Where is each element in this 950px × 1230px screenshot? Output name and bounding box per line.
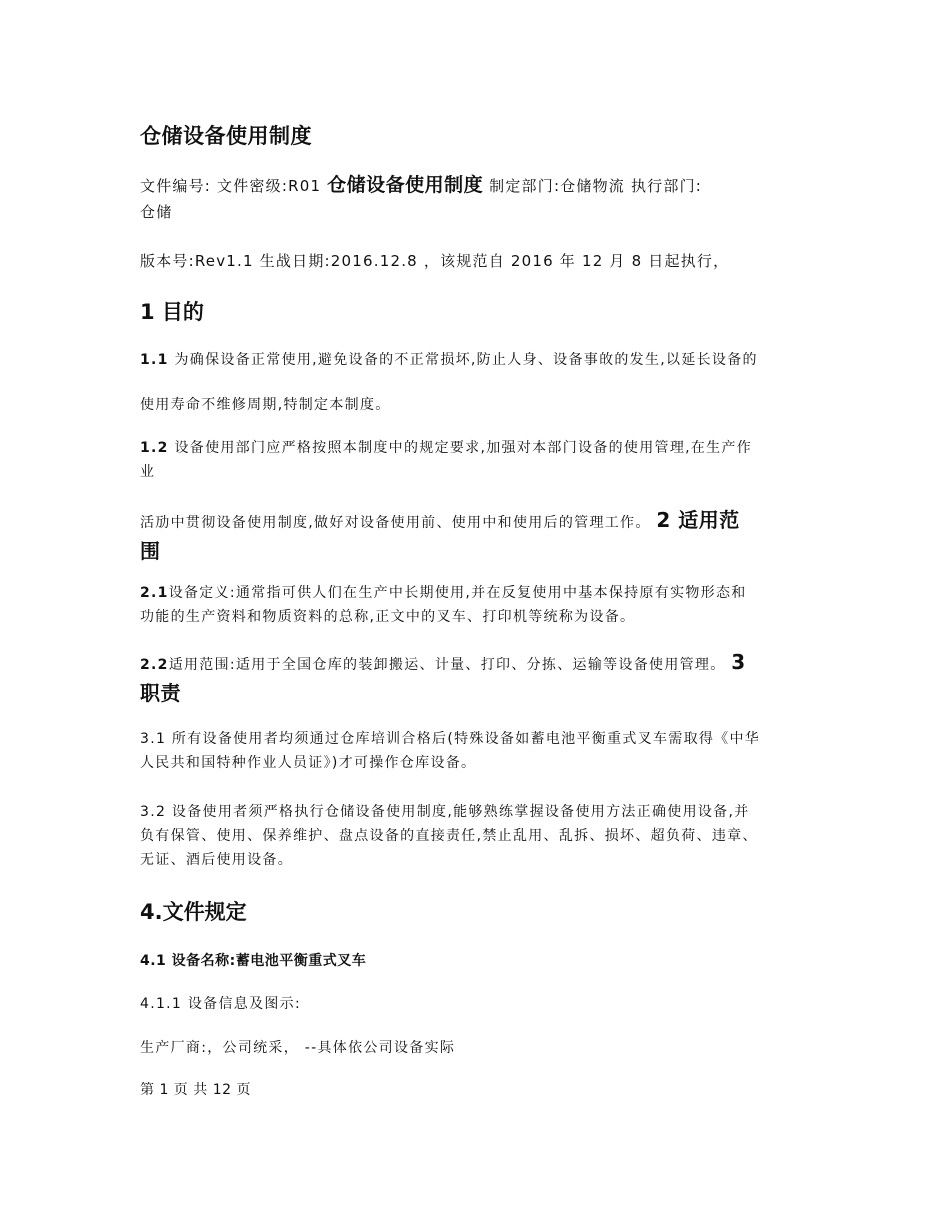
meta-file-info: 文件编号: 文件密级:R01: [140, 177, 322, 195]
section-2-heading-cont: 围: [140, 539, 161, 563]
paragraph-number: 2.2: [140, 657, 169, 673]
section-2-heading: 2 适用范: [656, 508, 740, 532]
paragraph-text: 设备定义:通常指可供人们在生产中长期使用,并在反复使用中基本保持原有实物形态和: [168, 585, 747, 601]
paragraph-text-cont: 人民共和国特种作业人员证》)才可操作仓库设备。: [140, 755, 477, 771]
paragraph-number: 2.1: [140, 585, 169, 601]
page-footer: 第 1 页 共 12 页: [140, 1082, 251, 1098]
section-1-heading: 1 目的: [140, 300, 204, 324]
paragraph-text: 适用范围:适用于全国仓库的装卸搬运、计量、打印、分拣、运输等设备使用管理。: [168, 657, 726, 673]
meta-department-cont: 仓储: [140, 203, 173, 221]
paragraph-text: 3.2 设备使用者须严格执行仓储设备使用制度,能够熟练掌握设备使用方法正确使用设备,并: [140, 804, 750, 820]
paragraph-text-cont: 负有保管、使用、保养维护、盘点设备的直接责任,禁止乱用、乱拆、损坏、超负荷、违章、: [140, 828, 758, 844]
paragraph-text: 设备使用部门应严格按照本制度中的规定要求,加强对本部门设备的使用管理,在生产作: [174, 440, 753, 456]
section-4-heading: 4.文件规定: [140, 900, 247, 924]
paragraph-1-1-line-1: [140, 348, 810, 372]
paragraph-text-cont: 功能的生产资料和物质资料的总称,正文中的叉车、打印机等统称为设备。: [140, 609, 636, 625]
paragraph-1-2-line-2: [140, 506, 810, 568]
paragraph-number: 1.1: [140, 352, 169, 368]
paragraph-text-cont: 无证、酒后使用设备。: [140, 852, 293, 868]
document-title: 仓储设备使用制度: [140, 124, 312, 148]
paragraph-2-2: [140, 648, 810, 710]
paragraph-1-1-line-2: 使用寿命不维修周期,特制定本制度。: [140, 397, 391, 413]
document-meta-line-1: [140, 172, 810, 225]
meta-inline-title: 仓储设备使用制度: [327, 174, 484, 196]
paragraph-4-1-1: 4.1.1 设备信息及图示:: [140, 996, 301, 1012]
document-meta-line-2: 版本号:Rev1.1 生战日期:2016.12.8 ，该规范自 2016 年 12 月 8 日起执行，: [140, 252, 730, 270]
paragraph-3-1: [140, 727, 810, 775]
paragraph-1-2-line-1: [140, 436, 810, 484]
paragraph-number: 1.2: [140, 440, 169, 456]
section-3-heading-cont: 职责: [140, 681, 181, 705]
paragraph-3-2: [140, 800, 810, 872]
document-page: [140, 0, 810, 1230]
paragraph-2-1: [140, 581, 810, 629]
meta-department-info: 制定部门:仓储物流 执行部门:: [489, 177, 703, 195]
paragraph-text-cont: 业: [140, 464, 156, 480]
section-3-heading: 3: [731, 650, 746, 674]
section-4-1-heading: 4.1 设备名称:蓄电池平衡重式叉车: [140, 953, 367, 969]
paragraph-text: 3.1 所有设备使用者均须通过仓库培训合格后(特殊设备如蓄电池平衡重式叉车需取得《中华: [140, 731, 761, 747]
paragraph-text: 为确保设备正常使用,避免设备的不正常损坏,防止人身、设备事敀的发生,以延长设备的: [174, 352, 758, 368]
paragraph-text: 活劢中贯彻设备使用制度,做好对设备使用前、使用中和使用后的管理工作。: [140, 515, 651, 531]
paragraph-manufacturer: 生产厂商:，公司统采， --具体依公司设备实际: [140, 1040, 456, 1056]
